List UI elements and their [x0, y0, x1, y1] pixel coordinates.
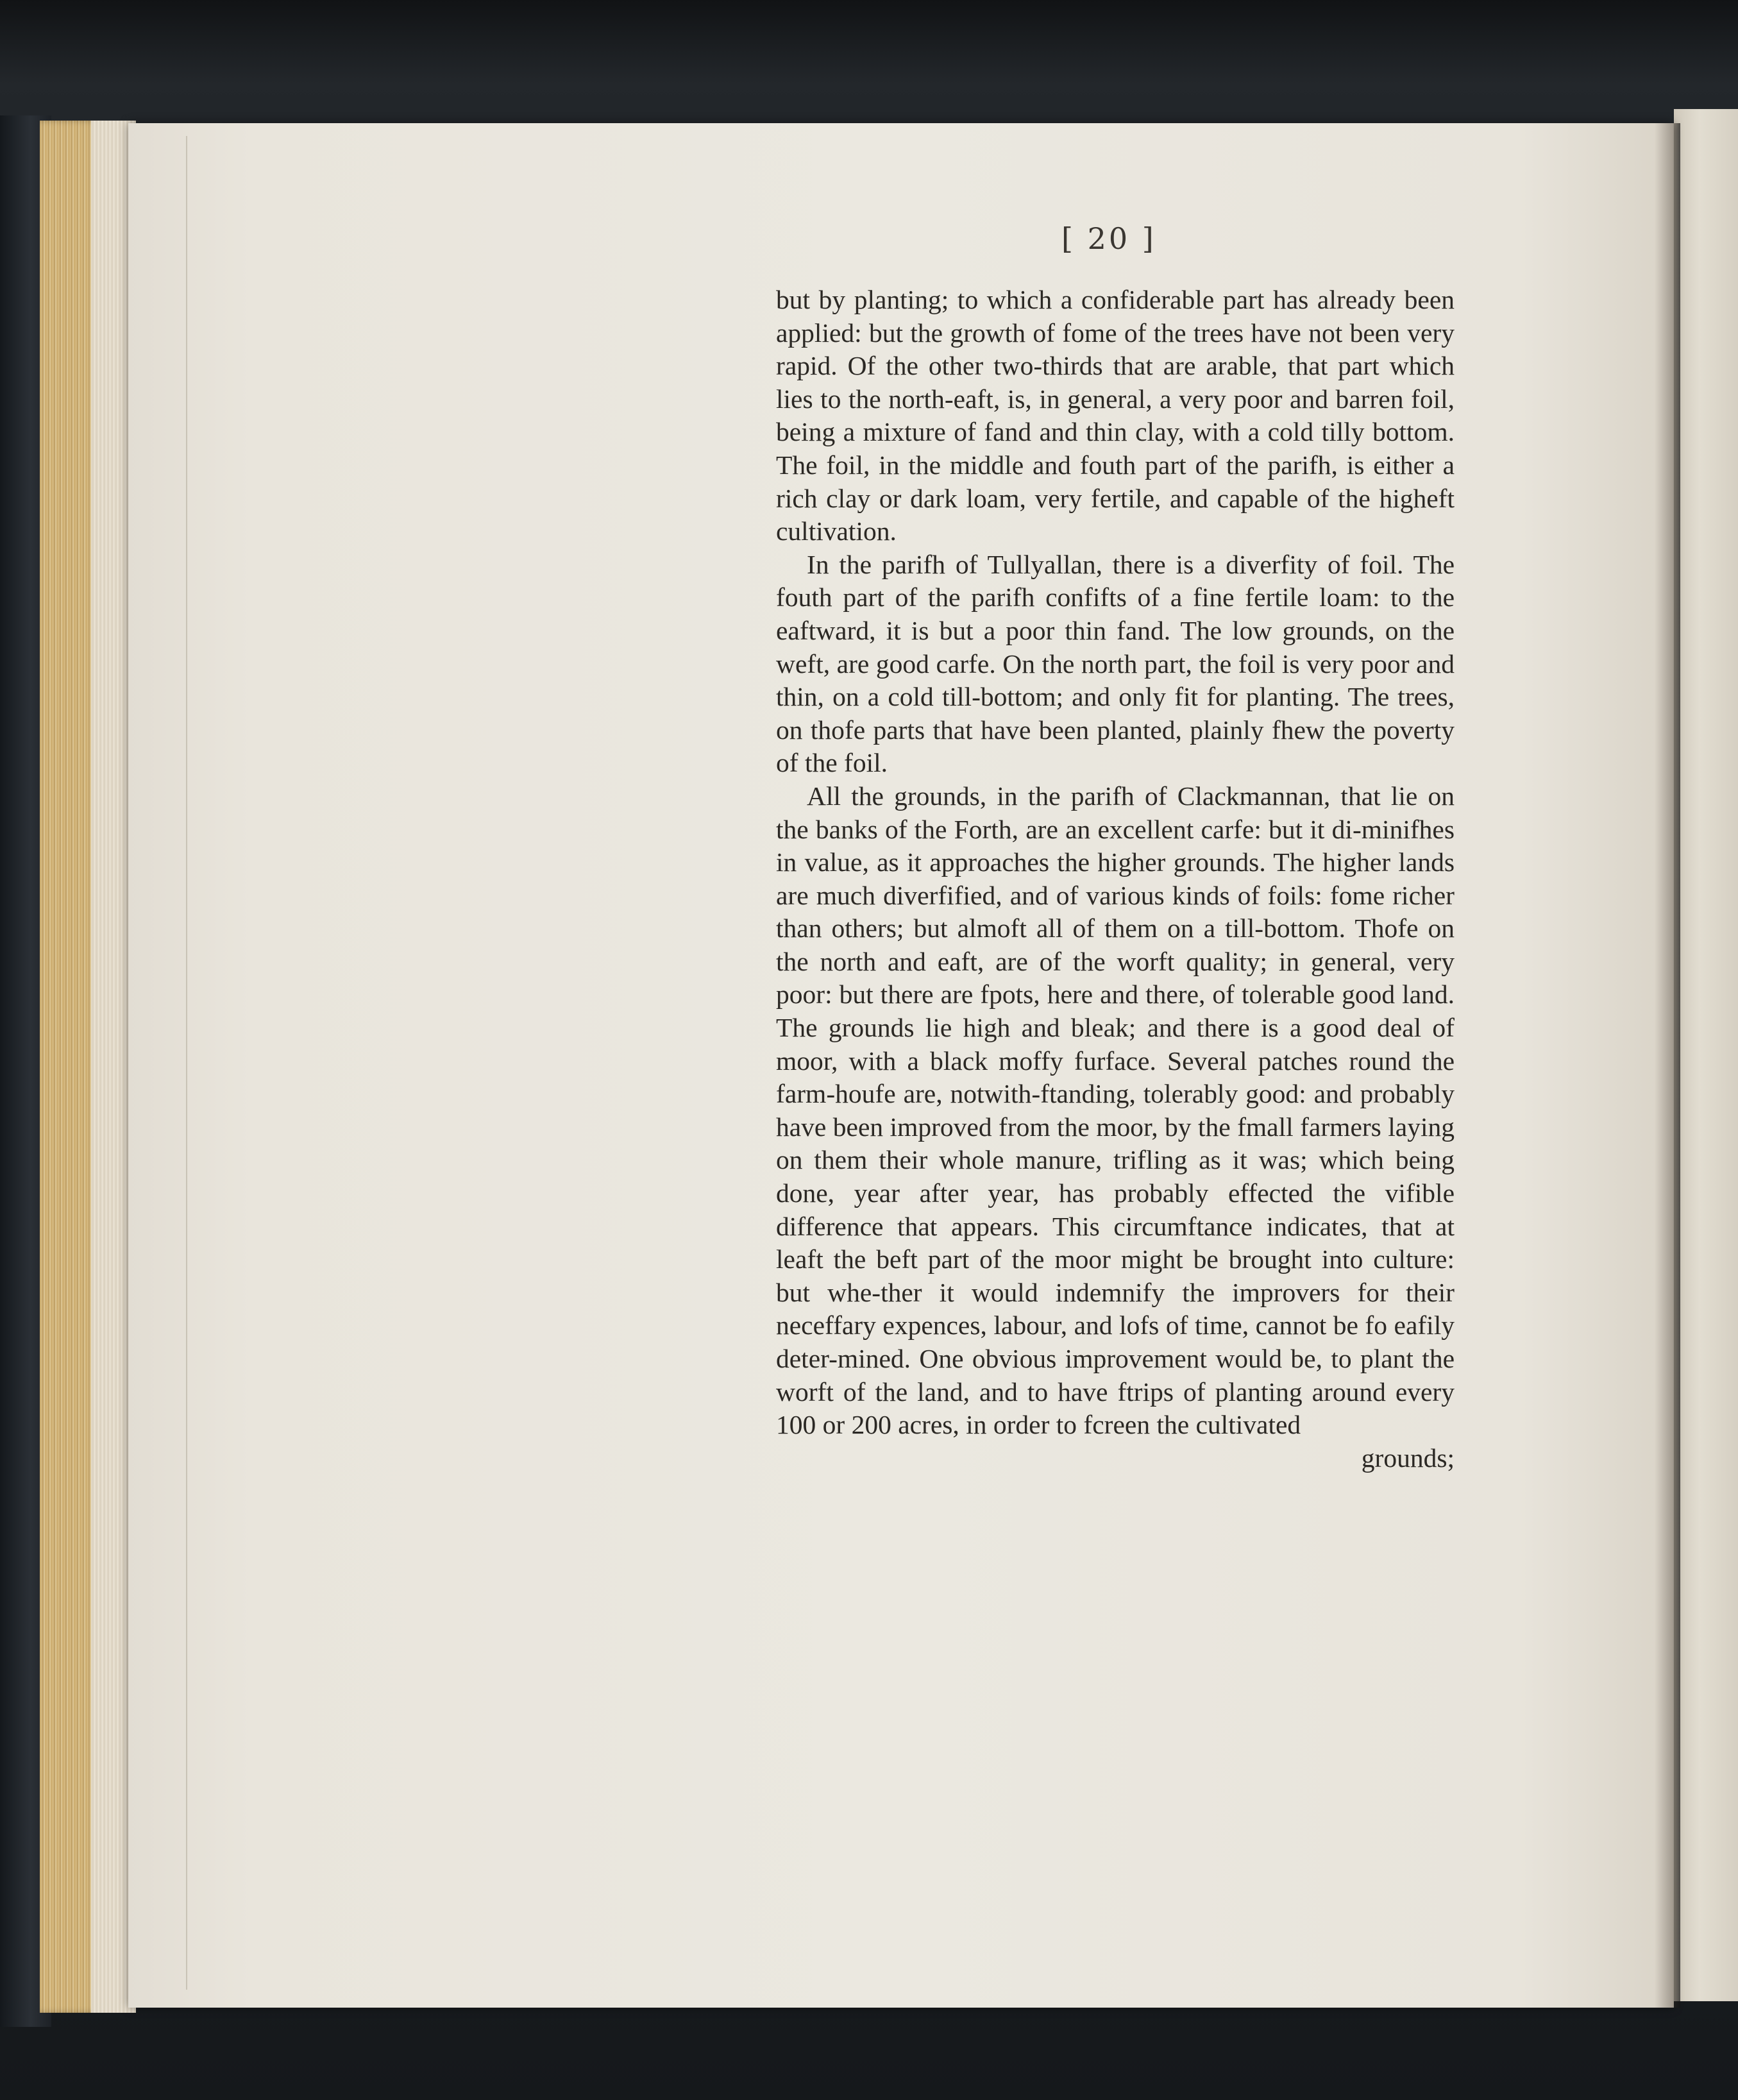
page-edges	[40, 121, 136, 2013]
page-fold-line	[186, 136, 187, 1990]
paragraph-tullyallan: In the parifh of Tullyallan, there is a diverfity of foil. The fouth part of the parifh confifts of a fine fertile loam: to the eaftward, it is but a poor thin fand. The low grounds, on the weft, are good carfe. On the north part, the foil is very poor and thin, on a cold till-bottom; and only fit for planting. The trees, on thofe parts that have been planted, plainly fhew the poverty of the foil.	[776, 549, 1455, 778]
catchword: grounds;	[1361, 1443, 1455, 1473]
page-number: [ 20 ]	[1061, 221, 1156, 256]
body-text	[776, 284, 1455, 1475]
gutter-shadow	[1655, 123, 1680, 2008]
paragraph-clackmannan: All the grounds, in the parifh of Clackmannan, that lie on the banks of the Forth, are an excellent carfe: but it di-minifhes in value, as it approaches the higher grounds. The higher lands are much diverfified, and of various kinds of foils: fome richer than others; but almoft all of them on a till-bottom. Thofe on the north and eaft, are of the worft quality; in general, very poor: but there are fpots, here and there, of tolerable good land. The grounds lie high and bleak; and there is a good deal of moor, with a black moffy furface. Several patches round the farm-houfe are, notwith-ftanding, tolerably good: and probably have been improved from the moor, by the fmall farmers laying on them their whole manure, trifling as it was; which being done, year after year, has probably effected the vifible difference that appears. This circumftance indicates, that at leaft the beft part of the moor might be brought into culture: but whe-ther it would indemnify the improvers for their neceffary expences, labour, and lofs of time, cannot be fo eafily deter-mined. One obvious improvement would be, to plant the worft of the land, and to have ftrips of planting around every 100 or 200 acres, in order to fcreen the cultivated	[776, 781, 1455, 1440]
adjacent-page-edge	[1674, 109, 1738, 2001]
paragraph-continued: but by planting; to which a confiderable part has already been applied: but the growth of fome of the trees have not been very rapid. Of the other two-thirds that are arable, that part which lies to the north-eaft, is, in general, a very poor and barren foil, being a mixture of fand and thin clay, with a cold tilly bottom. The foil, in the middle and fouth part of the parifh, is either a rich clay or dark loam, very fertile, and capable of the higheft cultivation.	[776, 285, 1455, 546]
